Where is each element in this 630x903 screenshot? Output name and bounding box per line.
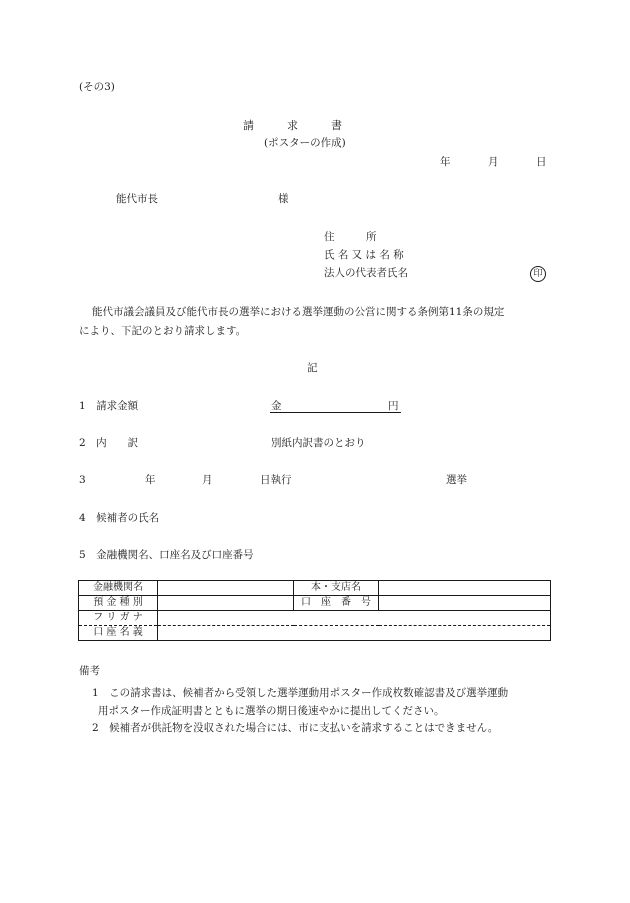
account-name-value-cell[interactable] — [158, 626, 551, 641]
furigana-value-cell[interactable] — [158, 611, 551, 626]
document-subtitle: (ポスターの作成) — [264, 137, 346, 149]
note2: 2 候補者が供託物を没収された場合には、市に支払いを請求することはできません。 — [92, 722, 499, 734]
amount-prefix: 金 — [271, 400, 282, 412]
date-month: 月 — [488, 156, 499, 168]
addressee-honorific: 様 — [278, 193, 289, 205]
institution-label: 金融機関名 — [79, 581, 158, 596]
bank-account-table — [78, 580, 551, 641]
furigana-label: フ リ ガ ナ — [79, 611, 158, 626]
item2-value: 別紙内訳書のとおり — [271, 437, 366, 449]
item4-label: 4 候補者の氏名 — [79, 512, 160, 524]
institution-value-cell[interactable] — [158, 581, 294, 596]
account-number-value-cell[interactable] — [379, 596, 551, 611]
deposit-type-value-cell[interactable] — [158, 596, 294, 611]
branch-label: 本・支店名 — [294, 581, 379, 596]
item3-election: 選挙 — [446, 474, 467, 486]
account-name-label: 口 座 名 義 — [79, 626, 158, 641]
body-text-line-2: により、下記のとおり請求します。 — [79, 325, 247, 337]
body-text-line-1: 能代市議会議員及び能代市長の選挙における選挙運動の公営に関する条例第11条の規定 — [92, 306, 505, 318]
item3-number: 3 — [79, 474, 86, 486]
address-label: 住 所 — [324, 231, 377, 243]
item5-label: 5 金融機関名、口座名及び口座番号 — [79, 549, 254, 561]
notes-heading: 備考 — [79, 665, 100, 677]
form-number: (その3) — [79, 81, 115, 93]
item3-month: 月 — [202, 474, 213, 486]
branch-value-cell[interactable] — [379, 581, 551, 596]
name-label: 氏 名 又 は 名 称 — [324, 249, 404, 261]
item3-year: 年 — [145, 474, 156, 486]
document-title: 請 求 書 — [243, 119, 342, 132]
date-year: 年 — [440, 156, 451, 168]
amount-suffix: 円 — [388, 400, 399, 412]
addressee-name: 能代市長 — [116, 193, 158, 205]
item1-label: 1 請求金額 — [79, 400, 139, 412]
representative-label: 法人の代表者氏名 — [324, 267, 408, 279]
amount-line — [270, 398, 401, 413]
item3-day: 日執行 — [260, 474, 292, 486]
item2-label: 2 内 訳 — [79, 437, 139, 449]
note1-line2: 用ポスター作成証明書とともに選挙の期日後速やかに提出してください。 — [98, 705, 445, 717]
note1-line1: 1 この請求書は、候補者から受領した選挙運動用ポスター作成枚数確認書及び選挙運動 — [92, 687, 509, 699]
deposit-type-label: 預 金 種 別 — [79, 596, 158, 611]
ki-heading: 記 — [307, 362, 318, 374]
date-day: 日 — [536, 156, 547, 168]
seal-mark: 印 — [530, 266, 546, 282]
account-number-label: 口 座 番 号 — [294, 596, 379, 611]
